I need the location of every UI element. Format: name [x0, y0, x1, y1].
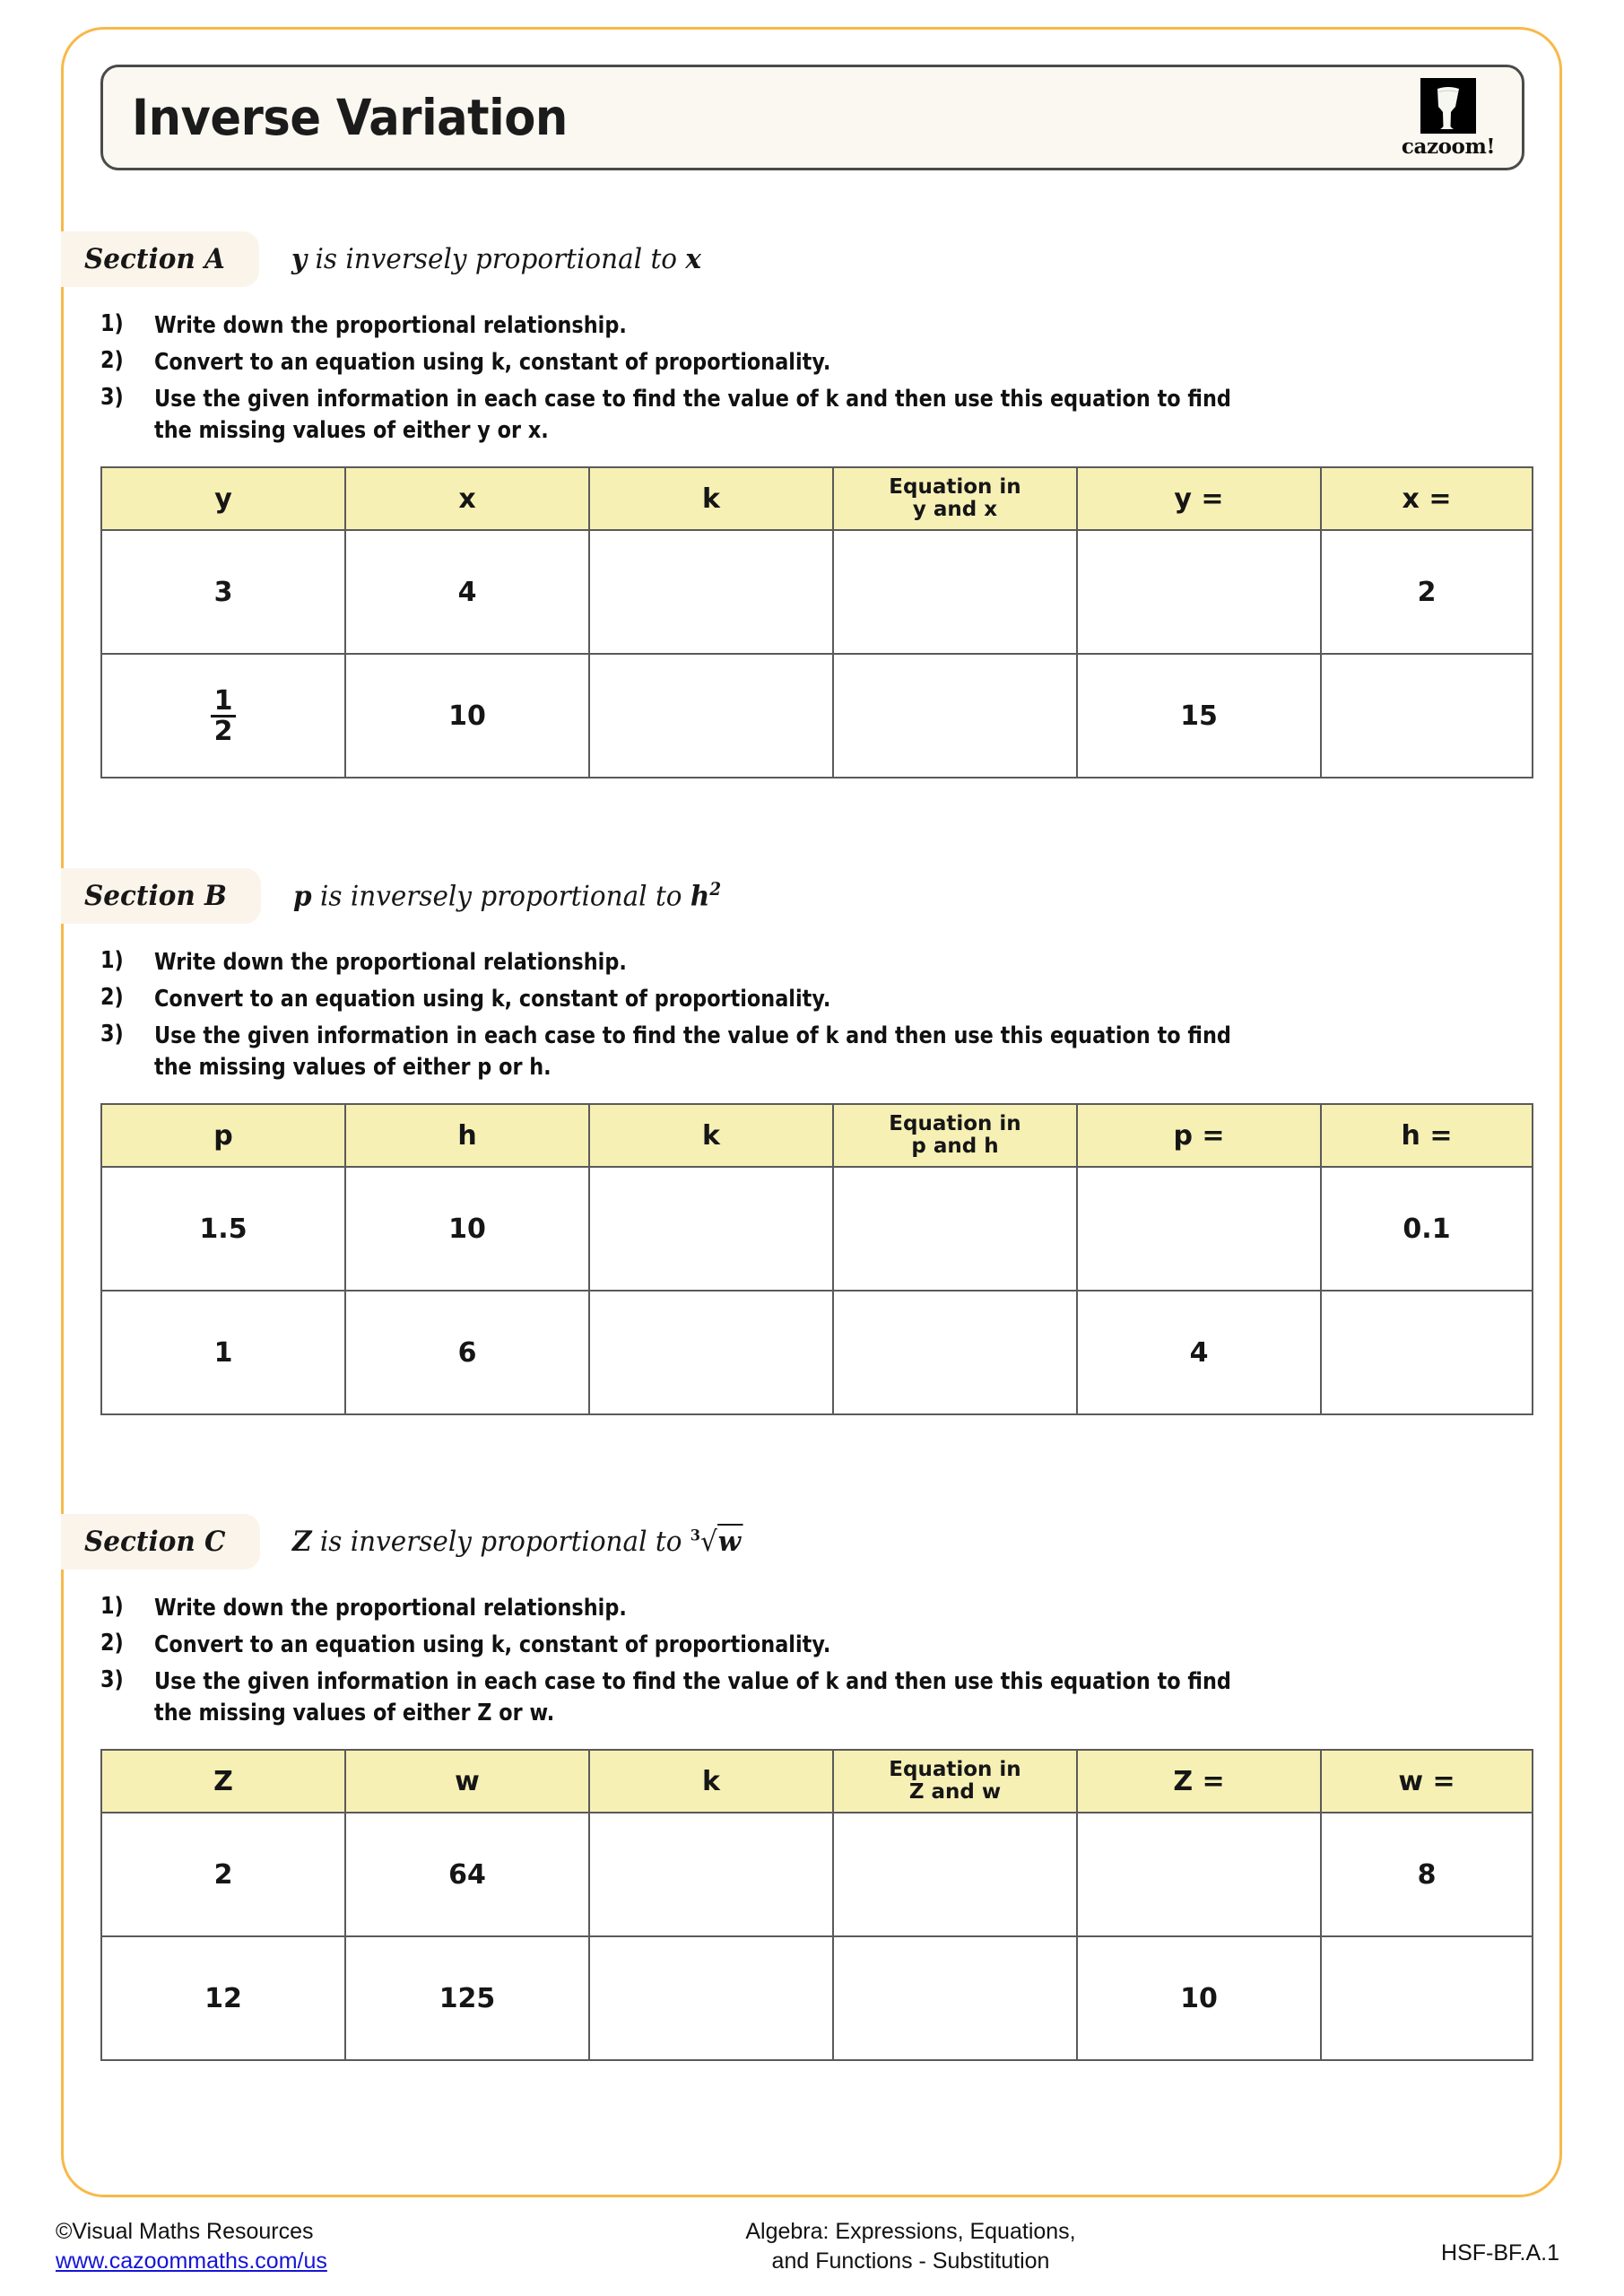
section-c-var-lead: Z	[291, 1526, 312, 1558]
column-header-k: k	[589, 1104, 833, 1167]
column-header-p: p	[101, 1104, 345, 1167]
column-header-equation-line1: Equation in	[889, 1757, 1021, 1781]
page-title: Inverse Variation	[132, 89, 568, 146]
cell-h-equals: 0.1	[1321, 1167, 1533, 1291]
fraction-numerator: 1	[213, 684, 233, 717]
column-header-equation-line2: y and x	[912, 498, 998, 522]
instruction-text: Write down the proportional relationship.	[154, 1595, 627, 1622]
section-a-badge	[61, 231, 259, 287]
section-c-instructions	[100, 1593, 1562, 1729]
instruction-item	[100, 310, 1562, 342]
column-header-w: w	[345, 1750, 589, 1813]
instruction-text: Use the given information in each case to find the value of k and then use this equation to find the missing values of either y or x.	[154, 386, 1231, 445]
radicand: w	[717, 1524, 743, 1558]
column-header-equation-line2: p and h	[911, 1135, 999, 1159]
instruction-item	[100, 384, 1562, 447]
cell-equation-answer[interactable]	[833, 1813, 1077, 1936]
table-header-row	[101, 1104, 1533, 1167]
column-header-equation	[833, 1104, 1077, 1167]
section-a-badge-label: Section A	[84, 243, 225, 275]
cell-Z-equals-answer[interactable]	[1077, 1813, 1321, 1936]
column-header-y: y	[101, 467, 345, 530]
instruction-text: Use the given information in each case to find the value of k and then use this equation to find the missing values of either p or h.	[154, 1022, 1231, 1082]
instruction-item	[100, 984, 1562, 1015]
column-header-k: k	[589, 1750, 833, 1813]
column-header-Z: Z	[101, 1750, 345, 1813]
column-header-equation	[833, 1750, 1077, 1813]
instruction-number: 3)	[100, 384, 124, 412]
cell-equation-answer[interactable]	[833, 654, 1077, 778]
column-header-x-equals: x =	[1321, 467, 1533, 530]
cell-k-answer[interactable]	[589, 654, 833, 778]
section-b-exponent: 2	[709, 879, 722, 900]
cell-p: 1	[101, 1291, 345, 1414]
footer-topic-block	[574, 2217, 1247, 2276]
fraction-one-half	[211, 684, 237, 747]
section-c-statement	[292, 1526, 743, 1558]
section-c	[61, 1514, 1562, 2061]
website-link[interactable]: www.cazoommaths.com/us	[56, 2248, 327, 2274]
cell-equation-answer[interactable]	[833, 530, 1077, 654]
section-b-statement	[293, 879, 721, 912]
instruction-number: 1)	[100, 310, 124, 337]
cell-x: 4	[345, 530, 589, 654]
section-b-table	[100, 1103, 1533, 1415]
instruction-number: 2)	[100, 1630, 124, 1657]
cell-w: 125	[345, 1936, 589, 2060]
cell-y-equals-answer[interactable]	[1077, 530, 1321, 654]
instruction-number: 2)	[100, 984, 124, 1012]
cell-Z-equals: 10	[1077, 1936, 1321, 2060]
cell-x-equals: 2	[1321, 530, 1533, 654]
cell-w-equals-answer[interactable]	[1321, 1936, 1533, 2060]
cell-y: 3	[101, 530, 345, 654]
section-a-statement	[291, 243, 701, 275]
table-row	[101, 530, 1533, 654]
section-c-header	[61, 1514, 1562, 1570]
section-a	[61, 231, 1562, 778]
section-c-badge	[61, 1514, 260, 1570]
instruction-item	[100, 347, 1562, 378]
cell-h: 6	[345, 1291, 589, 1414]
cell-p-equals: 4	[1077, 1291, 1321, 1414]
radical-sign: √	[699, 1526, 717, 1558]
cell-Z: 2	[101, 1813, 345, 1936]
cell-Z: 12	[101, 1936, 345, 2060]
topic-line-2: and Functions - Substitution	[771, 2248, 1050, 2274]
title-bar	[100, 65, 1524, 170]
cell-p-equals-answer[interactable]	[1077, 1167, 1321, 1291]
fraction-denominator: 2	[211, 715, 237, 745]
cell-x: 10	[345, 654, 589, 778]
section-a-table	[100, 466, 1533, 778]
section-b-statement-mid: is inversely proportional to	[311, 880, 691, 913]
cell-w-equals: 8	[1321, 1813, 1533, 1936]
instruction-item	[100, 1593, 1562, 1624]
cell-x-equals-answer[interactable]	[1321, 654, 1533, 778]
cazoom-wordmark: cazoom!	[1401, 135, 1496, 159]
instruction-text: Convert to an equation using k, constant of proportionality.	[154, 349, 831, 377]
instruction-text: Use the given information in each case to find the value of k and then use this equation to find the missing values of either Z or w.	[154, 1668, 1231, 1727]
root-index: 3	[690, 1526, 700, 1545]
column-header-equation	[833, 467, 1077, 530]
column-header-equation-line2: Z and w	[908, 1780, 1002, 1805]
table-header-row	[101, 1750, 1533, 1813]
column-header-equation-line1: Equation in	[889, 474, 1021, 499]
section-b-badge-label: Section B	[84, 880, 227, 912]
instruction-item	[100, 1021, 1562, 1083]
standard-code: HSF-BF.A.1	[1441, 2240, 1559, 2266]
table-header-row	[101, 467, 1533, 530]
cell-k-answer[interactable]	[589, 1291, 833, 1414]
cazoom-logo	[1394, 78, 1502, 157]
table-row	[101, 1167, 1533, 1291]
table-row	[101, 654, 1533, 778]
cazoom-djembe-drum-icon	[1420, 78, 1476, 134]
section-b-header	[61, 868, 1562, 924]
column-header-w-equals: w =	[1321, 1750, 1533, 1813]
section-a-var-lead: y	[291, 243, 308, 275]
section-a-instructions	[100, 310, 1562, 447]
section-c-badge-label: Section C	[84, 1526, 226, 1558]
instruction-number: 1)	[100, 1593, 124, 1620]
cell-k-answer[interactable]	[589, 530, 833, 654]
instruction-number: 2)	[100, 347, 124, 375]
instruction-text: Write down the proportional relationship.	[154, 312, 627, 339]
page-footer	[0, 2217, 1624, 2276]
instruction-item	[100, 1630, 1562, 1661]
column-header-x: x	[345, 467, 589, 530]
instruction-text: Write down the proportional relationship.	[154, 949, 627, 976]
cell-k-answer[interactable]	[589, 1167, 833, 1291]
instruction-item	[100, 1666, 1562, 1729]
section-a-statement-mid: is inversely proportional to	[307, 243, 686, 275]
cell-h-equals-answer[interactable]	[1321, 1291, 1533, 1414]
column-header-k: k	[589, 467, 833, 530]
copyright-text: ©Visual Maths Resources	[56, 2219, 314, 2244]
cube-root-icon	[690, 1526, 743, 1558]
instruction-text: Convert to an equation using k, constant of proportionality.	[154, 986, 831, 1013]
section-b-var-tail: h	[690, 880, 710, 913]
column-header-p-equals: p =	[1077, 1104, 1321, 1167]
section-c-table	[100, 1749, 1533, 2061]
cell-k-answer[interactable]	[589, 1813, 833, 1936]
cell-k-answer[interactable]	[589, 1936, 833, 2060]
cell-y-equals: 15	[1077, 654, 1321, 778]
column-header-Z-equals: Z =	[1077, 1750, 1321, 1813]
table-row	[101, 1936, 1533, 2060]
section-b-badge	[61, 868, 261, 924]
table-row	[101, 1813, 1533, 1936]
cell-y	[101, 654, 345, 778]
column-header-h: h	[345, 1104, 589, 1167]
cell-equation-answer[interactable]	[833, 1291, 1077, 1414]
instruction-text: Convert to an equation using k, constant of proportionality.	[154, 1631, 831, 1659]
section-b	[61, 868, 1562, 1415]
instruction-item	[100, 947, 1562, 978]
section-b-var-lead: p	[293, 880, 312, 913]
column-header-y-equals: y =	[1077, 467, 1321, 530]
cell-h: 10	[345, 1167, 589, 1291]
section-a-header	[61, 231, 1562, 287]
table-row	[101, 1291, 1533, 1414]
instruction-number: 3)	[100, 1666, 124, 1694]
instruction-number: 3)	[100, 1021, 124, 1048]
instruction-number: 1)	[100, 947, 124, 974]
section-c-statement-mid: is inversely proportional to	[311, 1526, 690, 1558]
column-header-equation-line1: Equation in	[889, 1111, 1021, 1135]
section-a-var-tail: x	[685, 243, 702, 275]
cell-equation-answer[interactable]	[833, 1167, 1077, 1291]
section-b-instructions	[100, 947, 1562, 1083]
cell-equation-answer[interactable]	[833, 1936, 1077, 2060]
cell-p: 1.5	[101, 1167, 345, 1291]
cell-w: 64	[345, 1813, 589, 1936]
topic-line-1: Algebra: Expressions, Equations,	[745, 2219, 1076, 2244]
footer-copyright-block	[0, 2217, 574, 2276]
column-header-h-equals: h =	[1321, 1104, 1533, 1167]
